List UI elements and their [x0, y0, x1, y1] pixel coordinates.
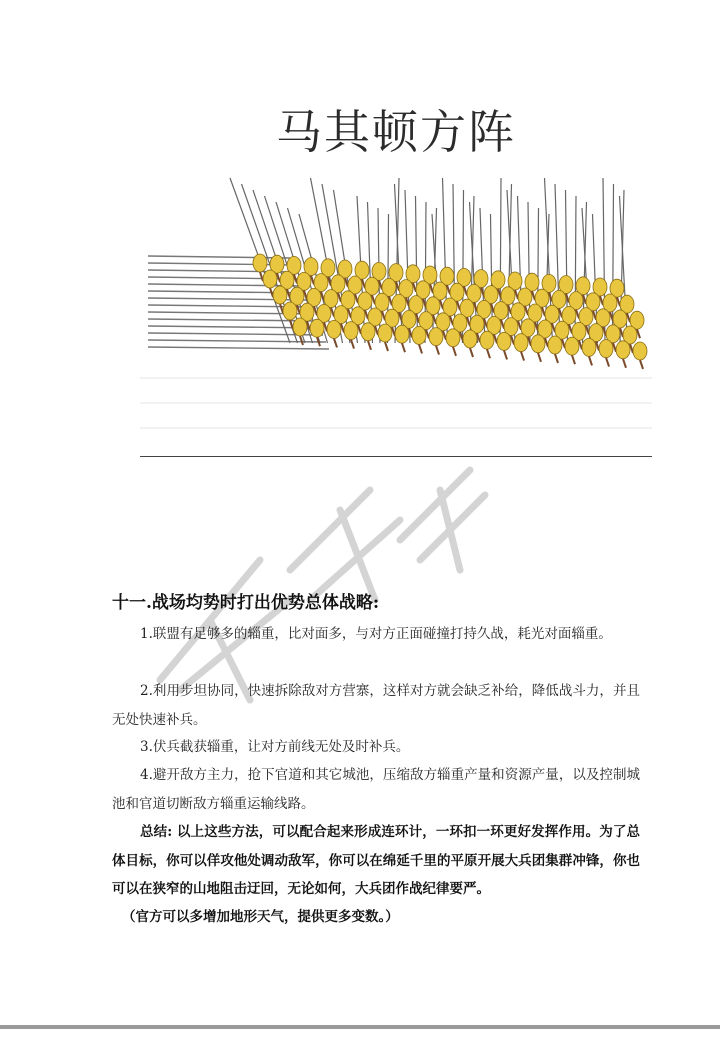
strategy-item-1: 1.联盟有足够多的辎重，比对面多，与对方正面碰撞打持久战，耗光对面辎重。 — [140, 626, 612, 642]
summary-paragraph: 总结: 以上这些方法，可以配合起来形成连环计，一环扣一环更好发挥作用。为了总体目标，你可以佯攻他处调动敌军，你可以在绵延千里的平原开展大兵团集群冲锋，你也可以在狭窄的山地阻击迂回，无论如何，大兵团作战纪律要严。 — [112, 824, 640, 897]
strategy-item-3: 3.伏兵截获辎重，让对方前线无处及时补兵。 — [140, 739, 410, 755]
diagonal-watermark-icon — [140, 450, 560, 710]
strategy-item-4: 4.避开敌方主力，抢下官道和其它城池，压缩敌方辎重产量和资源产量，以及控制城池和官道切断敌方辎重运输线路。 — [112, 767, 640, 812]
section-heading: 十一.战场均势时打出优势总体战略: — [112, 593, 380, 613]
strategy-item-2: 2.利用步坦协同，快速拆除敌对方营寨，这样对方就会缺乏补给，降低战斗力，并且无处快速补兵。 — [112, 683, 640, 728]
note-paragraph: （官方可以多增加地形天气，提供更多变数。） — [122, 909, 399, 925]
figure-title: 马其顿方阵 — [276, 105, 516, 159]
phalanx-figure — [140, 78, 652, 456]
page-footer-bar — [0, 1025, 720, 1029]
phalanx-illustration-icon — [140, 78, 652, 456]
figure-divider — [140, 456, 652, 457]
